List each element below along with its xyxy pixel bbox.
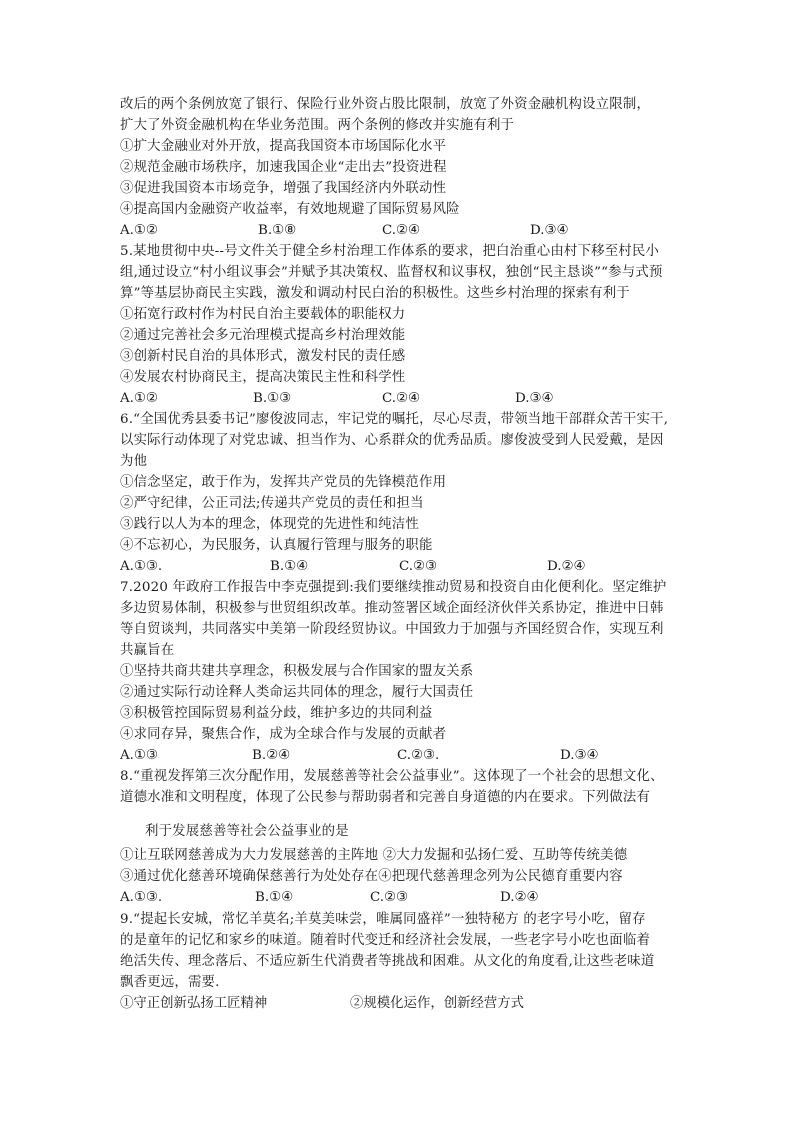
q6-option-b[interactable]: B.①④ [270, 559, 309, 574]
q6-option-d[interactable]: D.②④ [547, 559, 586, 574]
q7-stem-line: 等自贸谈判，共同落实中美第一阶段经贸协议。中国致力于加强与齐国经贸合作，实现互利 [120, 622, 664, 637]
q5-options [120, 389, 680, 409]
q8-option-b[interactable]: B.①④ [255, 890, 294, 905]
q7-option-a[interactable]: A.①③ [120, 748, 158, 763]
q4-item-3: ③促进我国资本市场竞争，增强了我国经济内外联动性 [120, 181, 447, 196]
q9-stem-line: 绝活失传、理念落后、不适应新生代消费者等挑战和困难。从文化的角度看,让这些老味道 [120, 954, 655, 969]
q4-stem-line: 改后的两个条例放宽了银行、保险行业外资占股比限制，放宽了外资金融机构设立限制， [120, 97, 651, 112]
q5-stem-line: 组,通过设立“村小组议事会”并赋予其决策权、监督权和议事权，独创“民主恳谈”“参与式预 [120, 265, 663, 280]
q5-option-a[interactable]: A.①② [120, 391, 158, 406]
q7-stem-line: 7.2020 年政府工作报告中李克强提到:我们要继续推动贸易和投资自由化便利化。坚定维护 [120, 580, 667, 595]
q4-option-c[interactable]: C.②④ [382, 223, 421, 238]
q8-option-a[interactable]: A.①③. [120, 890, 163, 905]
q4-options [120, 221, 680, 241]
q8-stem-line: 利于发展慈善等社会公益事业的是 [145, 824, 349, 839]
q6-stem-line: 6.“全国优秀县委书记”廖俊波同志，牢记党的嘱托，尽心尽责，带领当地干部群众苦干实干, [120, 412, 669, 427]
q4-stem-line: 扩大了外资金融机构在华业务范围。两个条例的修改并实施有利于 [120, 118, 515, 133]
q6-stem-line: 为他 [120, 454, 148, 469]
q7-item-3: ③积极管控国际贸易利益分歧，维护多边的共同利益 [120, 706, 433, 721]
q9-stem-line: 9.“提起长安城，常忆羊莫名;羊莫美味尝，唯属同盛祥”一独特秘方 的老字号小吃，留存 [120, 912, 646, 927]
q8-option-d[interactable]: D.②④ [500, 890, 539, 905]
q8-item-row-1: ①让互联网慈善成为大力发展慈善的主阵地 ②大力发掘和弘扬仁爱、互助等传统美德 [120, 848, 628, 863]
q4-option-b[interactable]: B.①⑧ [258, 223, 297, 238]
q9-items-row [120, 994, 680, 1014]
q5-item-1: ①拓宽行政村作为村民自治主要载体的职能权力 [120, 307, 406, 322]
q9-stem-line: 的是童年的记忆和家乡的味道。随着时代变迁和经济社会发展，一些老字号小吃也面临着 [120, 933, 651, 948]
q7-stem-line: 共赢旨在 [120, 643, 175, 658]
q4-item-4: ④提高国内金融资产收益率，有效地规避了国际贸易风险 [120, 202, 460, 217]
q4-option-a[interactable]: A.①② [120, 223, 158, 238]
q6-option-a[interactable]: A.①③. [120, 559, 163, 574]
q5-item-4: ④发展农村协商民主，提高决策民主性和科学性 [120, 370, 406, 385]
q5-item-2: ②通过完善社会多元治理模式提高乡村治理效能 [120, 328, 406, 343]
q4-item-1: ①扩大金融业对外开放，提高我国资本市场国际化水平 [120, 139, 447, 154]
q7-option-b[interactable]: B.②④ [252, 748, 291, 763]
q7-option-d[interactable]: D.③④ [560, 748, 599, 763]
q8-options [120, 888, 680, 908]
q7-option-c[interactable]: C.②③. [397, 748, 440, 763]
q5-option-b[interactable]: B.①③ [253, 391, 292, 406]
q9-item-1: ①守正创新弘扬工匠精神 [120, 996, 268, 1011]
q6-options [120, 557, 680, 577]
q8-option-c[interactable]: C.②③ [370, 890, 409, 905]
q5-item-3: ③创新村民自治的具体形式，激发村民的责任感 [120, 349, 406, 364]
q6-item-3: ③践行以人为本的理念，体现党的先进性和纯洁性 [120, 517, 419, 532]
q6-item-2: ②严守纪律，公正司法;传递共产党员的责任和担当 [120, 496, 424, 511]
q6-item-1: ①信念坚定，敢于作为，发挥共产党员的先锋模范作用 [120, 475, 447, 490]
q5-stem-line: 5.某地贯彻中央--号文件关于健全乡村治理工作体系的要求，把白治重心由村下移至村民小 [120, 244, 660, 259]
q6-stem-line: 以实际行动体现了对党忠诚、担当作为、心系群众的优秀品质。廖俊波受到人民爱戴，是因 [120, 433, 664, 448]
q6-item-4: ④不忘初心，为民服务，认真履行管理与服务的职能 [120, 538, 433, 553]
q9-item-2: ②规模化运作，创新经营方式 [350, 996, 525, 1011]
q4-item-2: ②规范金融市场秩序，加速我国企业“走出去”投资进程 [120, 160, 447, 175]
q7-stem-line: 多边贸易体制，积极参与世贸组织改革。推动签署区域企面经济伙伴关系协定，推进中日韩 [120, 601, 664, 616]
q9-stem-line: 飘香更远，需要. [120, 975, 220, 990]
q8-stem-line: 8.“重视发挥第三次分配作用，发展慈善等社会公益事业”。这体现了一个社会的思想文化、 [120, 769, 664, 784]
q8-item-row-2: ③通过优化慈善环境确保慈善行为处处存在④把现代慈善理念列为公民德育重要内容 [120, 869, 623, 884]
q5-stem-line: 算”等基层协商民主实践，激发和调动村民白治的积极性。这些乡村治理的探索有利于 [120, 286, 630, 301]
q7-item-1: ①坚持共商共建共享理念，积极发展与合作国家的盟友关系 [120, 664, 474, 679]
q4-option-d[interactable]: D.③④ [530, 223, 569, 238]
q5-option-d[interactable]: D.③④ [515, 391, 554, 406]
q5-option-c[interactable]: C.②④ [382, 391, 421, 406]
q8-stem-line: 道德水准和文明程度，体现了公民参与帮助弱者和完善自身道德的内在要求。下列做法有 [120, 790, 651, 805]
q7-options [120, 746, 680, 766]
q6-option-c[interactable]: C.②③ [399, 559, 438, 574]
q7-item-2: ②通过实际行动诠释人类命运共同体的理念，履行大国责任 [120, 685, 474, 700]
q7-item-4: ④求同存异，聚焦合作，成为全球合作与发展的贡献者 [120, 727, 447, 742]
